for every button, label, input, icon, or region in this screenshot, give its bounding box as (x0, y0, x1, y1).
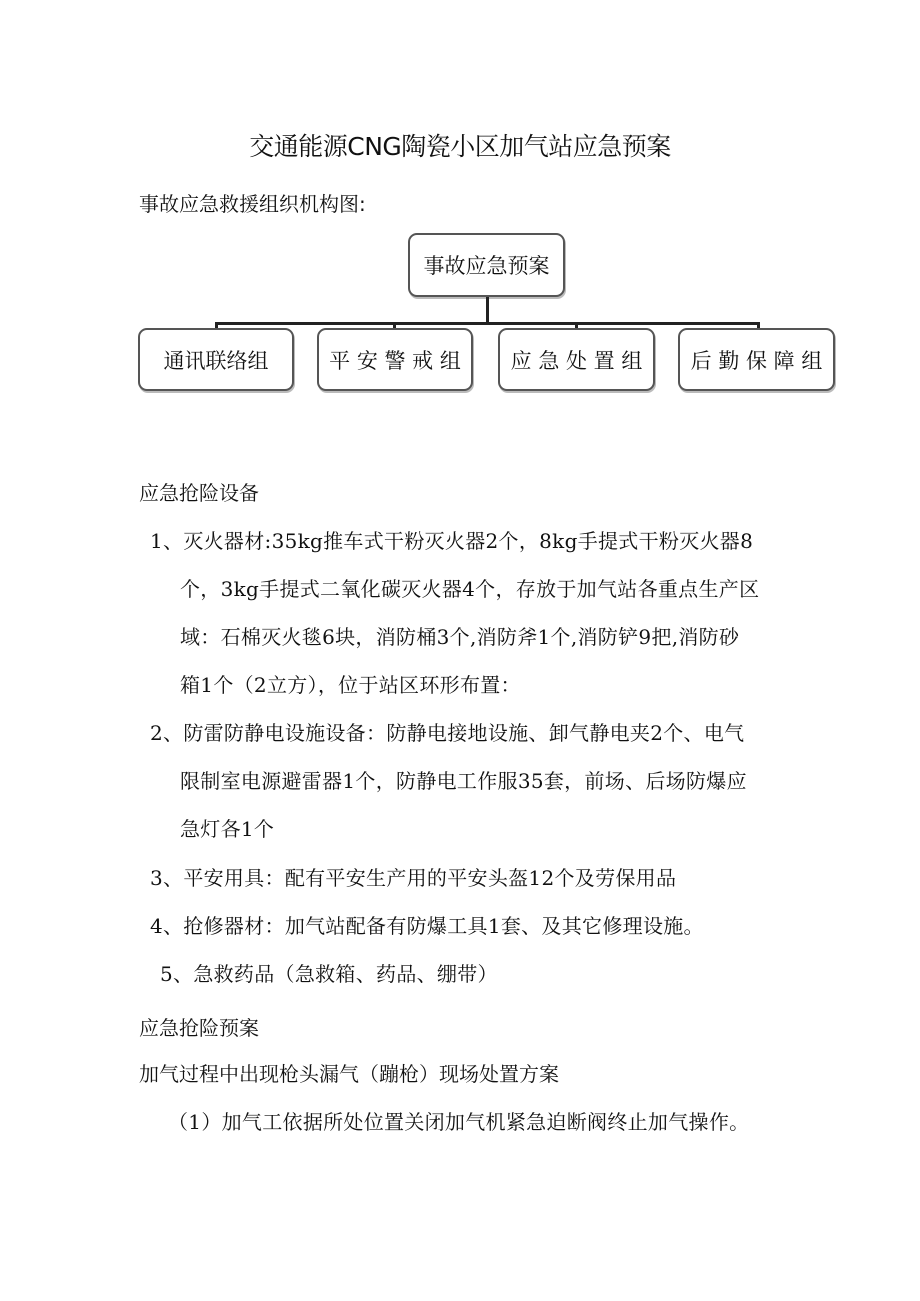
equipment-item-1-line: 个，3kg手提式二氧化碳灭火器4个，存放于加气站各重点生产区 (180, 577, 760, 601)
document-title: 交通能源CNG陶瓷小区加气站应急预案 (249, 132, 671, 161)
equipment-item-1-line: 箱1个（2立方），位于站区环形布置： (180, 673, 521, 697)
org-child-box-security: 平 安 警 戒 组 (317, 328, 473, 391)
equipment-item-4: 4、抢修器材：加气站配备有防爆工具1套、及其它修理设施。 (150, 914, 704, 938)
procedure-step-1: （1）加气工依据所处位置关闭加气机紧急迫断阀终止加气操作。 (168, 1110, 750, 1134)
equipment-item-3: 3、平安用具：配有平安生产用的平安头盔12个及劳保用品 (150, 866, 677, 890)
org-chart-heading: 事故应急救援组织机构图: (139, 192, 366, 216)
equipment-heading: 应急抢险设备 (139, 481, 259, 505)
equipment-item-2-line: 2、防雷防静电设施设备：防静电接地设施、卸气静电夹2个、电气 (150, 721, 745, 745)
org-connector-horizontal (215, 322, 760, 325)
equipment-item-5: 5、急救药品（急救箱、药品、绷带） (160, 962, 498, 986)
plan-heading: 应急抢险预案 (139, 1016, 259, 1040)
equipment-item-1-line: 域：石棉灭火毯6块，消防桶3个,消防斧1个,消防铲9把,消防砂 (180, 625, 740, 649)
org-root-box: 事故应急预案 (408, 233, 565, 297)
equipment-item-2-line: 急灯各1个 (180, 817, 275, 841)
equipment-item-1-line: 1、灭火器材:35kg推车式干粉灭火器2个，8kg手提式干粉灭火器8 (150, 529, 754, 553)
scenario-heading: 加气过程中出现枪头漏气（蹦枪）现场处置方案 (139, 1062, 559, 1086)
org-connector-vertical (486, 297, 489, 324)
org-child-box-logistics: 后 勤 保 障 组 (678, 328, 835, 391)
equipment-item-2-line: 限制室电源避雷器1个，防静电工作服35套，前场、后场防爆应 (180, 769, 747, 793)
org-child-box-communication: 通讯联络组 (138, 328, 294, 391)
org-child-box-response: 应 急 处 置 组 (498, 328, 655, 391)
